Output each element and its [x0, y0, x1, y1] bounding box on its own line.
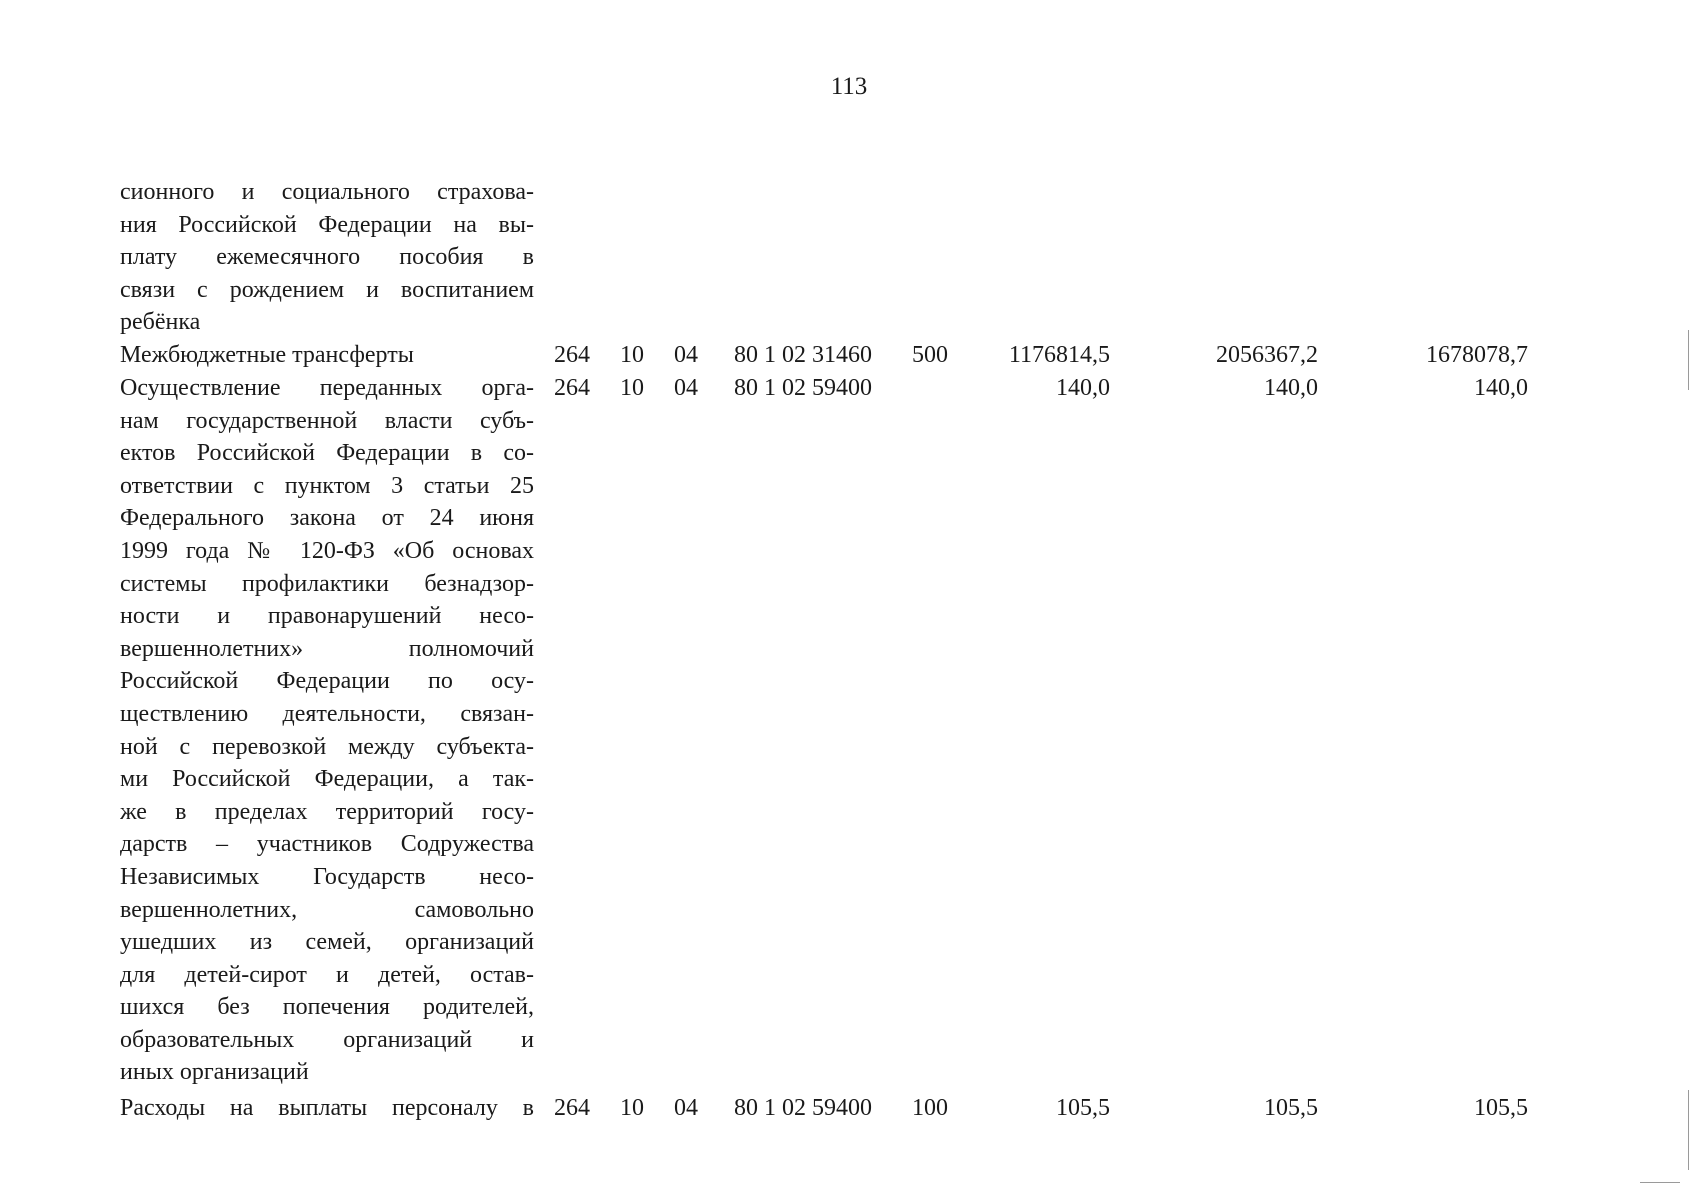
description-line: иных организаций: [120, 1059, 309, 1086]
description-line: Российской Федерации по осу-: [120, 668, 534, 695]
description-line: дарств – участников Содружества: [120, 831, 534, 858]
cell-prz: 04: [674, 1095, 698, 1121]
description-line: сионного и социального страхова-: [120, 179, 534, 205]
cell-gr: 264: [554, 375, 590, 401]
cell-amount-year1: 105,5: [1056, 1095, 1110, 1121]
cell-rz: 10: [620, 342, 644, 368]
cell-prz: 04: [674, 375, 698, 401]
description-line: ния Российской Федерации на вы-: [120, 211, 534, 238]
cell-csr: 80 1 02 59400: [734, 375, 872, 401]
row-description: [120, 339, 534, 372]
description-line: для детей-сирот и детей, остав-: [120, 961, 534, 988]
description-line: ми Российской Федерации, а так-: [120, 766, 534, 793]
cell-amount-year3: 140,0: [1474, 375, 1528, 401]
cell-amount-year2: 140,0: [1264, 375, 1318, 401]
description-line: 1999 года № 120-ФЗ «Об основах: [120, 537, 534, 564]
cell-csr: 80 1 02 31460: [734, 342, 872, 368]
page-number: 113: [830, 73, 868, 100]
cell-prz: 04: [674, 342, 698, 368]
cell-gr: 264: [554, 1095, 590, 1121]
description-line: Осуществление переданных орга-: [120, 375, 534, 401]
description-line: ребёнка: [120, 309, 201, 336]
description-line: вершеннолетних, самовольно: [120, 896, 534, 923]
description-line: Межбюджетные трансферты: [120, 342, 414, 368]
cell-rz: 10: [620, 375, 644, 401]
scan-mark: [1688, 1090, 1689, 1170]
description-line: шихся без попечения родителей,: [120, 994, 534, 1021]
description-line: образовательных организаций и: [120, 1026, 534, 1053]
cell-vr: 500: [912, 342, 948, 368]
description-line: системы профилактики безнадзор-: [120, 570, 534, 597]
description-line: Федерального закона от 24 июня: [120, 505, 534, 532]
cell-amount-year2: 2056367,2: [1216, 342, 1318, 368]
description-line: ной с перевозкой между субъекта-: [120, 733, 534, 760]
description-line: ушедших из семей, организаций: [120, 929, 534, 956]
scan-mark: [1688, 330, 1689, 390]
description-line: же в пределах территорий госу-: [120, 798, 534, 825]
cell-amount-year1: 1176814,5: [1008, 342, 1110, 368]
description-line: Независимых Государств несо-: [120, 863, 534, 890]
cell-vr: 100: [912, 1095, 948, 1121]
row-description: [120, 372, 534, 1089]
description-line: ности и правонарушений несо-: [120, 603, 534, 630]
cell-gr: 264: [554, 342, 590, 368]
row-description: [120, 1092, 534, 1125]
scan-mark: [1640, 1182, 1680, 1183]
description-line: Расходы на выплаты персоналу в: [120, 1095, 534, 1121]
cell-csr: 80 1 02 59400: [734, 1095, 872, 1121]
cell-amount-year3: 105,5: [1474, 1095, 1528, 1121]
description-line: нам государственной власти субъ-: [120, 407, 534, 434]
cell-amount-year3: 1678078,7: [1426, 342, 1528, 368]
description-line: ответствии с пунктом 3 статьи 25: [120, 472, 534, 499]
cell-rz: 10: [620, 1095, 644, 1121]
description-line: ществлению деятельности, связан-: [120, 700, 534, 727]
row-description: [120, 176, 534, 339]
description-line: плату ежемесячного пособия в: [120, 244, 534, 271]
description-line: вершеннолетних» полномочий: [120, 635, 534, 662]
description-line: связи с рождением и воспитанием: [120, 276, 534, 303]
cell-amount-year1: 140,0: [1056, 375, 1110, 401]
description-line: ектов Российской Федерации в со-: [120, 440, 534, 467]
cell-amount-year2: 105,5: [1264, 1095, 1318, 1121]
